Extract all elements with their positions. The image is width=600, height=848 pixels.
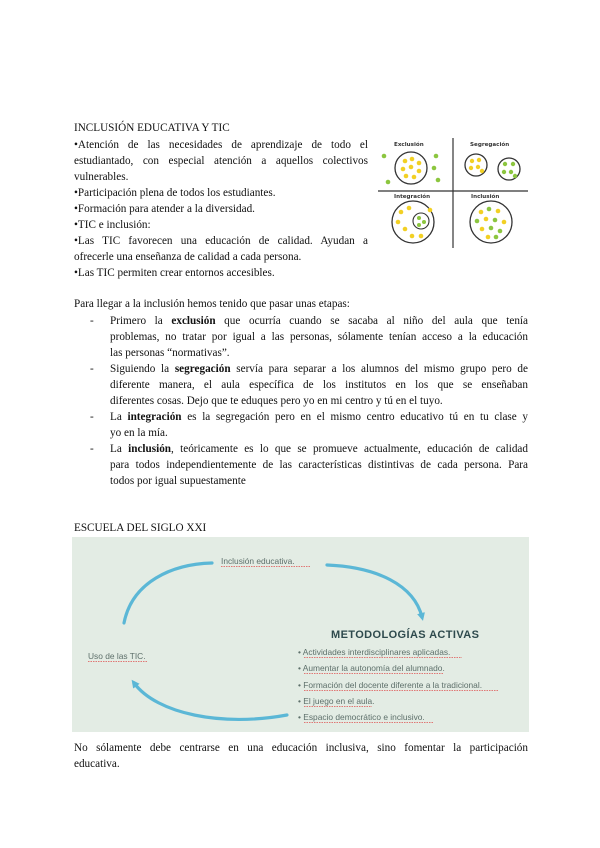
stages-intro: Para llegar a la inclusión hemos tenido que pasar unas etapas:	[74, 298, 350, 310]
stage-dash-3: -	[90, 411, 94, 423]
inclusion-quadrant-graphic	[470, 201, 512, 243]
stage-integration-line-1: La integración es la segregación pero en el mismo centro educativo tú en tu clase y	[110, 411, 528, 423]
intro-line-2: estudiantado, con especial atención a aquellos colectivos	[74, 155, 368, 167]
section-title-inclusion: INCLUSIÓN EDUCATIVA Y TIC	[74, 122, 230, 134]
intro-line-4: •Participación plena de todos los estudiantes.	[74, 187, 276, 199]
exclusion-quadrant-graphic	[382, 152, 441, 184]
inclusion-stages-diagram	[376, 136, 530, 250]
stage-dash-1: -	[90, 315, 94, 327]
term-exclusion: exclusión	[171, 315, 216, 327]
cycle-arrow-top-left	[124, 563, 212, 623]
label-inclusion-educativa: Inclusión educativa.	[221, 556, 295, 566]
label-uso-tic: Uso de las TIC.	[88, 651, 146, 661]
intro-line-7: •Las TIC favorecen una educación de calidad. Ayudan a	[74, 235, 368, 247]
term-segregation: segregación	[174, 363, 231, 375]
section-title-school-xxi: ESCUELA DEL SIGLO XXI	[74, 522, 207, 534]
stage-exclusion-line-2: problemas, no tratar por igual a las personas, sólamente tenían acceso a la educación	[110, 331, 528, 343]
methodology-item-4: • El juego en el aula.	[298, 696, 375, 706]
intro-line-1: •Atención de las necesidades de aprendizaje de todo el	[74, 139, 368, 151]
intro-line-3: vulnerables.	[74, 171, 129, 183]
methodology-item-2: • Aumentar la autonomía del alumnado.	[298, 663, 445, 673]
intro-line-9: •Las TIC permiten crear entornos accesibles.	[74, 267, 275, 279]
intro-line-5: •Formación para atender a la diversidad.	[74, 203, 255, 215]
stage-exclusion-line-1: Primero la exclusión que ocurría cuando se sacaba al niño del aula que tenía	[110, 315, 528, 327]
stage-exclusion-line-3: las personas “normativas”.	[110, 347, 230, 359]
term-integration: integración	[127, 411, 182, 423]
integration-quadrant-graphic	[392, 201, 434, 243]
stage-segregation-line-1: Siguiendo la segregación servía para separar a los alumnos del mismo grupo pero de	[110, 363, 528, 375]
closing-line-1: No sólamente debe centrarse en una educación inclusiva, sino fomentar la participación	[74, 742, 528, 754]
methodology-item-5: • Espacio democrático e inclusivo.	[298, 712, 425, 722]
stage-segregation-line-2: diferente manera, el aula específica de los institutos en los que se enseñaban	[110, 379, 528, 391]
term-inclusion: inclusión	[128, 443, 172, 455]
diagram-label-segregation: Segregación	[470, 142, 510, 148]
stage-dash-4: -	[90, 443, 94, 455]
stage-inclusion-line-3: todos por igual supuestamente	[110, 475, 246, 487]
stage-integration-line-2: yo en la mía.	[110, 427, 168, 439]
intro-line-6: •TIC e inclusión:	[74, 219, 151, 231]
diagram-label-inclusion: Inclusión	[471, 194, 500, 200]
diagram-label-integration: Integración	[394, 194, 431, 200]
segregation-quadrant-graphic	[465, 154, 520, 180]
diagram-label-exclusion: Exclusión	[394, 142, 424, 148]
stage-inclusion-line-1: La inclusión, teóricamente es lo que se promueve actualmente, educación de calidad	[110, 443, 528, 455]
cycle-arrow-bottom	[134, 683, 287, 719]
methodology-item-1: • Actividades interdisciplinares aplicadas.	[298, 647, 451, 657]
stage-inclusion-line-2: para todos independientemente de las características distintivas de cada persona. Para	[110, 459, 528, 471]
active-methodologies-infographic	[72, 537, 529, 732]
stage-segregation-line-3: diferentes cosas. Dejo que te eduques pero yo en mi centro y tú en el tuyo.	[110, 395, 443, 407]
methodology-item-3: • Formación del docente diferente a la tradicional.	[298, 680, 483, 690]
intro-line-8: ofrecerle una enseñanza de calidad a cada persona.	[74, 251, 302, 263]
stage-dash-2: -	[90, 363, 94, 375]
cycle-arrow-top-right	[327, 565, 422, 617]
heading-metodologias-activas: METODOLOGÍAS ACTIVAS	[331, 629, 480, 641]
closing-line-2: educativa.	[74, 758, 120, 770]
